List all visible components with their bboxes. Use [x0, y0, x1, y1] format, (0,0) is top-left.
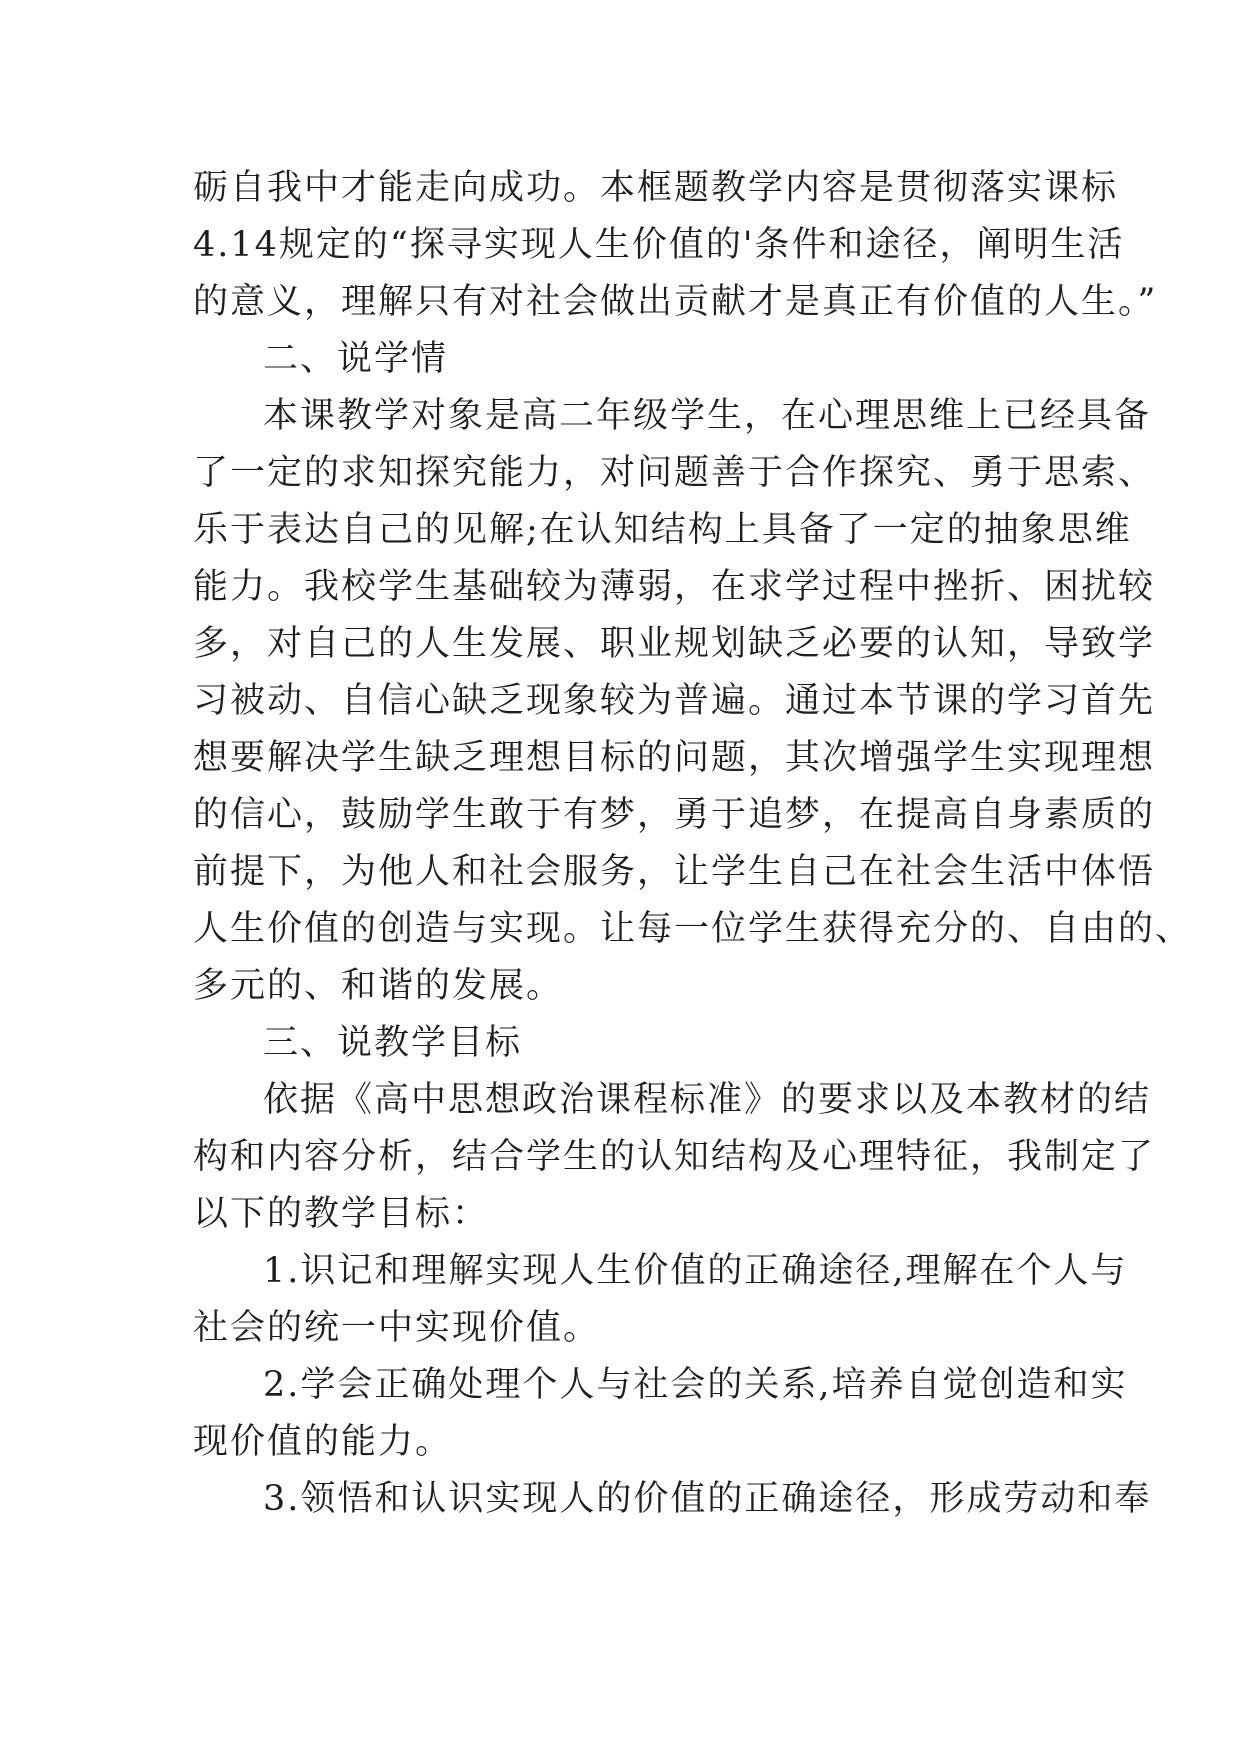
text-line: 的意义，理解只有对社会做出贡献才是真正有价值的人生。”: [193, 282, 1158, 322]
text-line: 人生价值的创造与实现。让每一位学生获得充分的、自由的、: [193, 909, 1193, 949]
section-heading-teaching-goals: 三、说教学目标: [263, 1023, 523, 1063]
text-line: 多，对自己的人生发展、职业规划缺乏必要的认知，导致学: [193, 624, 1156, 664]
goal-item-3: 3.领悟和认识实现人的价值的正确途径，形成劳动和奉: [263, 1479, 1152, 1519]
text-line: 4.14规定的“探寻实现人生价值的'条件和途径，阐明生活: [193, 225, 1125, 265]
body-text: [193, 160, 1193, 1528]
text-line: 的信心，鼓励学生敢于有梦，勇于追梦，在提高自身素质的: [193, 795, 1156, 835]
text-line: 乐于表达自己的见解;在认知结构上具备了一定的抽象思维: [193, 510, 1132, 550]
text-line: 依据《高中思想政治课程标准》的要求以及本教材的结: [263, 1080, 1152, 1120]
text-line: 了一定的求知探究能力，对问题善于合作探究、勇于思索、: [193, 453, 1156, 493]
text-line: 前提下，为他人和社会服务，让学生自己在社会生活中体悟: [193, 852, 1156, 892]
text-line: 本课教学对象是高二年级学生，在心理思维上已经具备: [263, 396, 1152, 436]
text-line: 社会的统一中实现价值。: [193, 1308, 601, 1348]
text-line: 砺自我中才能走向成功。本框题教学内容是贯彻落实课标: [193, 168, 1119, 208]
text-line: 习被动、自信心缺乏现象较为普遍。通过本节课的学习首先: [193, 681, 1156, 721]
section-heading-student-analysis: 二、说学情: [263, 339, 449, 379]
text-line: 现价值的能力。: [193, 1422, 453, 1462]
text-line: 构和内容分析，结合学生的认知结构及心理特征，我制定了: [193, 1137, 1156, 1177]
goal-item-2: 2.学会正确处理个人与社会的关系,培养自觉创造和实: [263, 1365, 1128, 1405]
text-line: 想要解决学生缺乏理想目标的问题，其次增强学生实现理想: [193, 738, 1156, 778]
text-line: 多元的、和谐的发展。: [193, 966, 564, 1006]
goal-item-1: 1.识记和理解实现人生价值的正确途径,理解在个人与: [263, 1251, 1128, 1291]
text-line: 能力。我校学生基础较为薄弱，在求学过程中挫折、困扰较: [193, 567, 1156, 607]
text-line: 以下的教学目标：: [193, 1194, 490, 1234]
